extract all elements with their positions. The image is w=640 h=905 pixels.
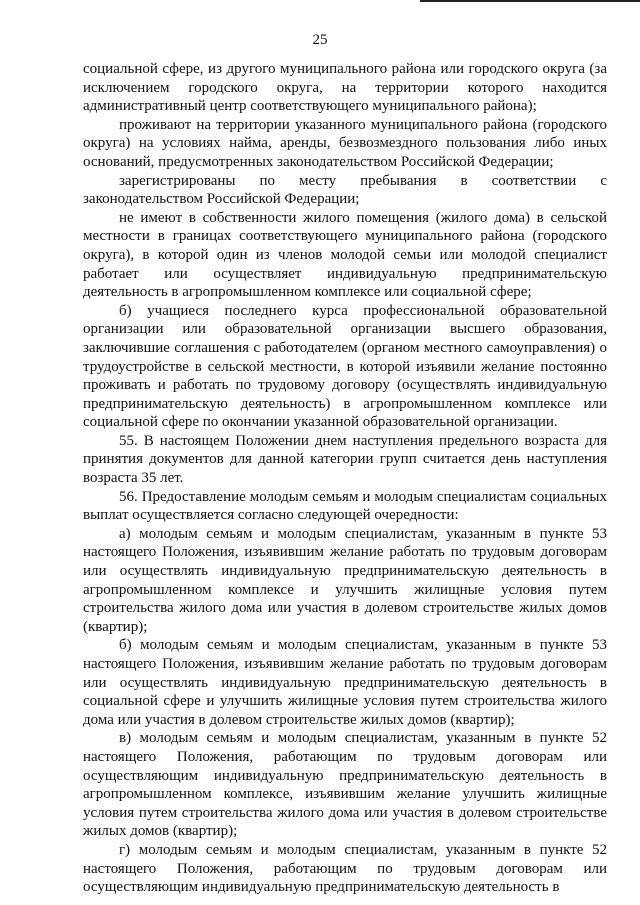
paragraph-56-g: г) молодым семьям и молодым специалистам, указанным в пункте 52 настоящего Положения, работающим по трудовым договорам или осуществляющим индивидуальную предпринимательскую деятельность в: [83, 841, 607, 896]
paragraph-56: 56. Предоставление молодым семьям и молодым специалистам социальных выплат осуществляется согласно следующей очередности:: [83, 488, 607, 524]
page-number: 25: [312, 32, 328, 48]
document-body: [83, 60, 607, 897]
paragraph-continuation: социальной сфере, из другого муниципального района или городского округа (за исключением городского округа, на территории которого находится административный центр соответствующего муниципального района);: [83, 61, 607, 115]
paragraph-residence: проживают на территории указанного муниципального района (городского округа) на условиях найма, аренды, безвозмездного пользования либо иных оснований, предусмотренных законодательством Российской Федерации;: [83, 116, 607, 170]
paragraph-no-property: не имеют в собственности жилого помещения (жилого дома) в сельской местности в границах соответствующего муниципального района (городского округа), в которой один из членов молодой семьи или молодой специалист работает или осуществляет индивидуальную предпринимательскую деятельность в агропромышленном комплексе или социальной сфере;: [83, 209, 607, 301]
paragraph-55: 55. В настоящем Положении днем наступления предельного возраста для принятия документов для данной категории групп считается день наступления возраста 35 лет.: [83, 432, 607, 487]
paragraph-56-b: б) молодым семьям и молодым специалистам, указанным в пункте 53 настоящего Положения, изъявившим желание работать по трудовым договорам или осуществлять индивидуальную предпринимательскую деятельность в социальной сфере и улучшить жилищные условия путем строительства жилого дома или участия в долевом строительстве жилых домов (квартир);: [83, 637, 607, 728]
paragraph-56-a: а) молодым семьям и молодым специалистам, указанным в пункте 53 настоящего Положения, изъявившим желание работать по трудовым договорам или осуществлять индивидуальную предпринимательскую деятельность в агропромышленном комплексе и улучшить жилищные условия путем строительства жилого дома или участия в долевом строительстве жилых домов (квартир);: [83, 525, 607, 635]
top-edge-line: [420, 0, 640, 2]
paragraph-56-v: в) молодым семьям и молодым специалистам, указанным в пункте 52 настоящего Положения, работающим по трудовым договорам или осуществляющим индивидуальную предпринимательскую деятельность в агропромышленном комплексе, изъявившим желание улучшить жилищные условия путем строительства жилого дома или участия в долевом строительстве жилых домов (квартир);: [83, 730, 607, 840]
paragraph-registration: зарегистрированы по месту пребывания в соответствии с законодательством Российской Федерации;: [83, 172, 607, 208]
paragraph-students: б) учащиеся последнего курса профессиональной образовательной организации или образовательной организации высшего образования, заключившие соглашения с работодателем (органом местного самоуправления) о трудоустройстве в сельской местности, в которой изъявили желание постоянно проживать и работать по трудовому договору (осуществлять индивидуальную предпринимательскую деятельность) в агропромышленном комплексе или социальной сфере по окончании указанной образовательной организации.: [83, 302, 607, 431]
